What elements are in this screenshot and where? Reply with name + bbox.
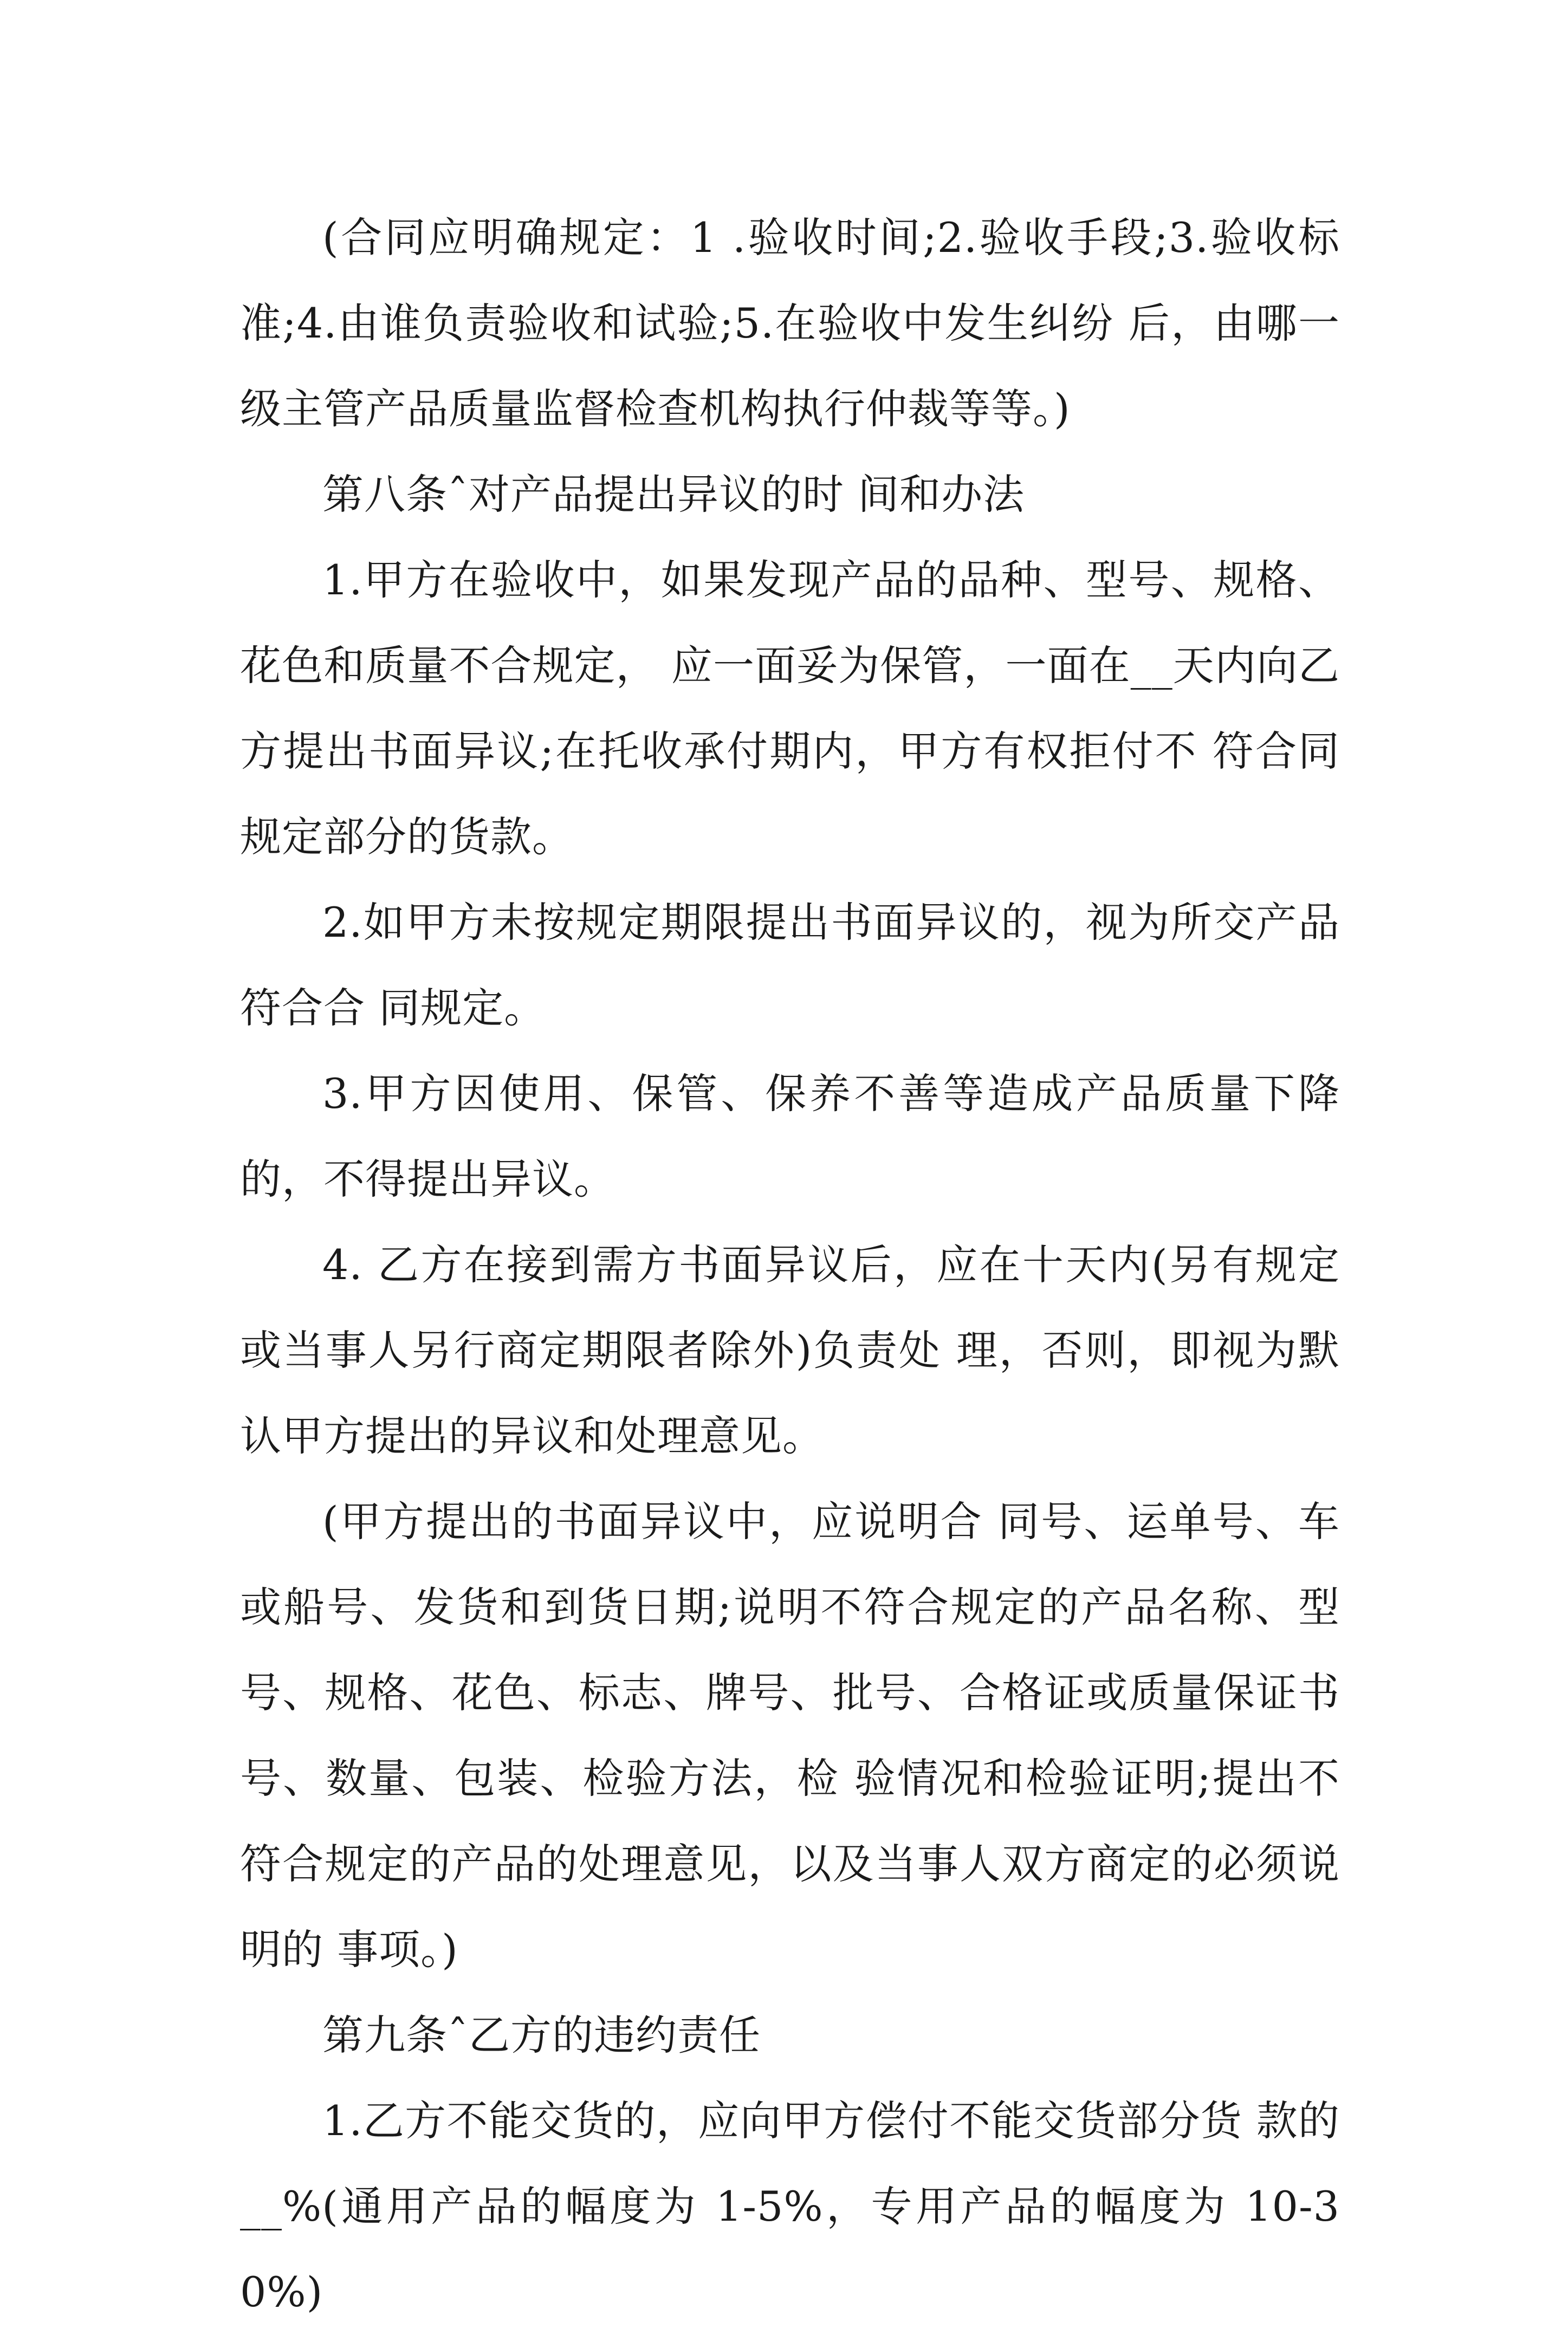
article-8-item-4: 4. 乙方在接到需方书面异议后，应在十天内(另有规定或当事人另行商定期限者除外)负责处 理，否则，即视为默认甲方提出的异议和处理意见。 xyxy=(240,1241,1340,1460)
paragraph-objection-note: (甲方提出的书面异议中，应说明合 同号、运单号、车或船号、发货和到货日期;说明不符合规定的产品名称、型号、规格、花色、标志、牌号、批号、合格证或质量保证书号、数量、包装、检验方法，检 验情况和检验证明;提出不符合规定的产品的处理意见，以及当事人双方商定的必须说明的 事项。) xyxy=(240,1497,1340,1974)
article-9-item-1: 1.乙方不能交货的，应向甲方偿付不能交货部分货 款的__%(通用产品的幅度为 1-5%，专用产品的幅度为 10-30%) xyxy=(240,2097,1340,2316)
document-body xyxy=(240,195,1340,2335)
article-8-heading: 第八条ˆ对产品提出异议的时 间和办法 xyxy=(322,470,1025,518)
paragraph-acceptance-note: (合同应明确规定：1 .验收时间;2.验收手段;3.验收标准;4.由谁负责验收和试验;5.在验收中发生纠纷 后，由哪一级主管产品质量监督检查机构执行仲裁等等。) xyxy=(240,213,1340,433)
article-8-item-3: 3.甲方因使用、保管、保养不善等造成产品质量下降的，不得提出异议。 xyxy=(240,1069,1340,1203)
article-9-heading: 第九条ˆ乙方的违约责任 xyxy=(322,2011,761,2059)
article-8-item-2: 2.如甲方未按规定期限提出书面异议的，视为所交产品符合合 同规定。 xyxy=(240,898,1340,1032)
article-8-item-1: 1.甲方在验收中，如果发现产品的品种、型号、规格、花色和质量不合规定， 应一面妥为保管，一面在__天内向乙方提出书面异议;在托收承付期内，甲方有权拒付不 符合同规定部分的货款。 xyxy=(240,556,1340,861)
